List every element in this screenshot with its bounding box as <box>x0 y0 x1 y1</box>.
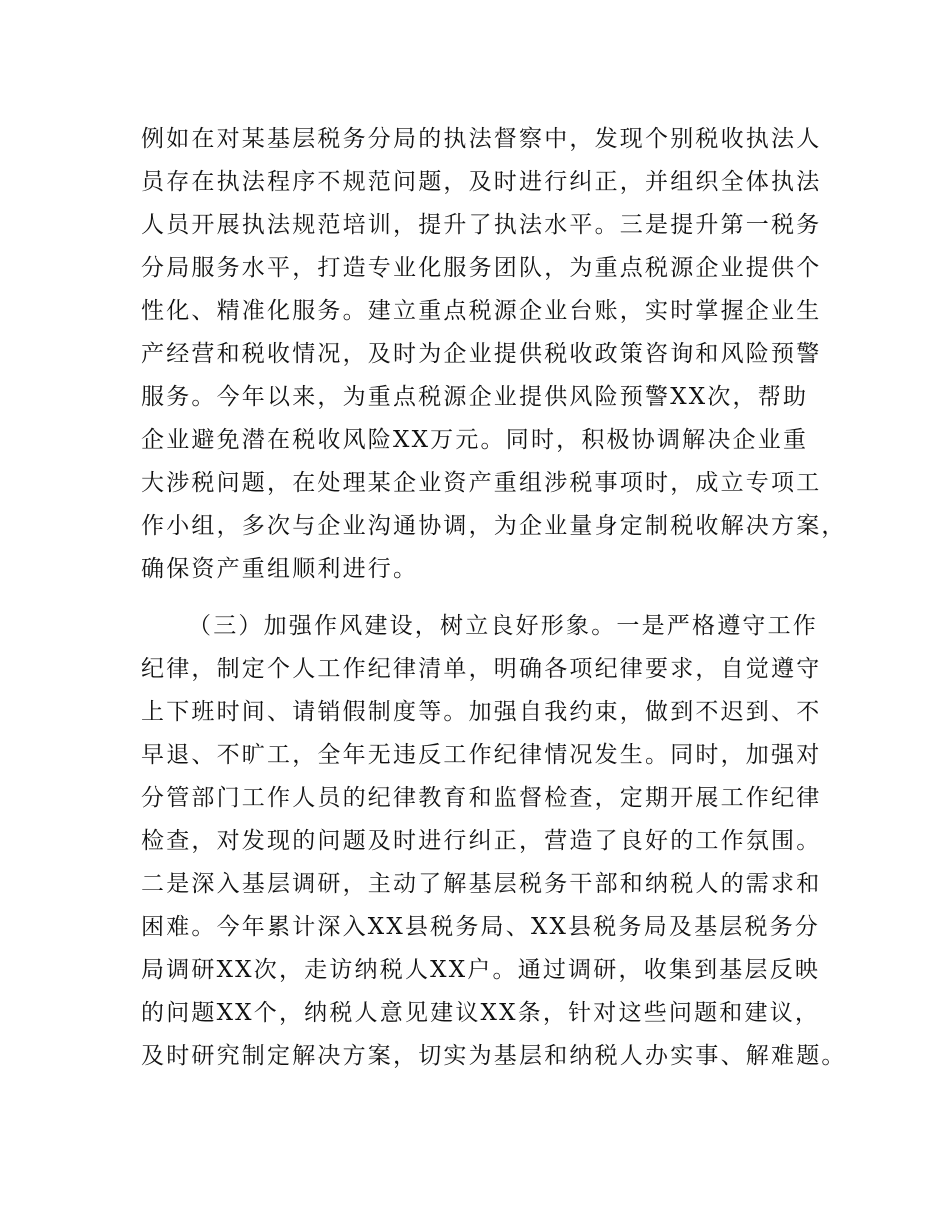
paragraph-line: 员存在执法程序不规范问题，及时进行纠正，并组织全体执法 <box>141 169 822 195</box>
paragraph-line: 局调研XX次，走访纳税人XX户。通过调研，收集到基层反映 <box>141 957 821 983</box>
paragraph-line: 大涉税问题，在处理某企业资产重组涉税事项时，成立专项工 <box>141 470 822 496</box>
paragraph-line: 企业避免潜在税收风险XX万元。同时，积极协调解决企业重 <box>141 427 809 453</box>
paragraph-line: 产经营和税收情况，及时为企业提供税收政策咨询和风险预警 <box>141 341 822 367</box>
paragraph-line: 确保资产重组顺利进行。 <box>141 556 419 582</box>
paragraph-line: 早退、不旷工，全年无违反工作纪律情况发生。同时，加强对 <box>141 742 822 768</box>
paragraph-line: 人员开展执法规范培训，提升了执法水平。三是提升第一税务 <box>141 212 822 238</box>
paragraph-line: 困难。今年累计深入XX县税务局、XX县税务局及基层税务分 <box>141 914 821 940</box>
paragraph-line: 的问题XX个，纳税人意见建议XX条，针对这些问题和建议， <box>141 1000 821 1026</box>
paragraph-line: 二是深入基层调研，主动了解基层税务干部和纳税人的需求和 <box>141 871 822 897</box>
paragraph-line: 上下班时间、请销假制度等。加强自我约束，做到不迟到、不 <box>141 699 822 725</box>
paragraph-line: 作小组，多次与企业沟通协调，为企业量身定制税收解决方案， <box>141 513 847 539</box>
paragraph-line: 例如在对某基层税务分局的执法督察中，发现个别税收执法人 <box>141 126 822 152</box>
paragraph-line: 及时研究制定解决方案，切实为基层和纳税人办实事、解难题。 <box>141 1043 847 1069</box>
paragraph-line: 性化、精准化服务。建立重点税源企业台账，实时掌握企业生 <box>141 298 822 324</box>
paragraph-line: 纪律，制定个人工作纪律清单，明确各项纪律要求，自觉遵守 <box>141 656 822 682</box>
paragraph-line: 服务。今年以来，为重点税源企业提供风险预警XX次，帮助 <box>141 384 809 410</box>
paragraph-line: 检查，对发现的问题及时进行纠正，营造了良好的工作氛围。 <box>141 828 822 854</box>
paragraph-line: 分管部门工作人员的纪律教育和监督检查，定期开展工作纪律 <box>141 785 822 811</box>
paragraph-line: （三）加强作风建设，树立良好形象。一是严格遵守工作 <box>188 613 818 639</box>
paragraph-line: 分局服务水平，打造专业化服务团队，为重点税源企业提供个 <box>141 255 822 281</box>
